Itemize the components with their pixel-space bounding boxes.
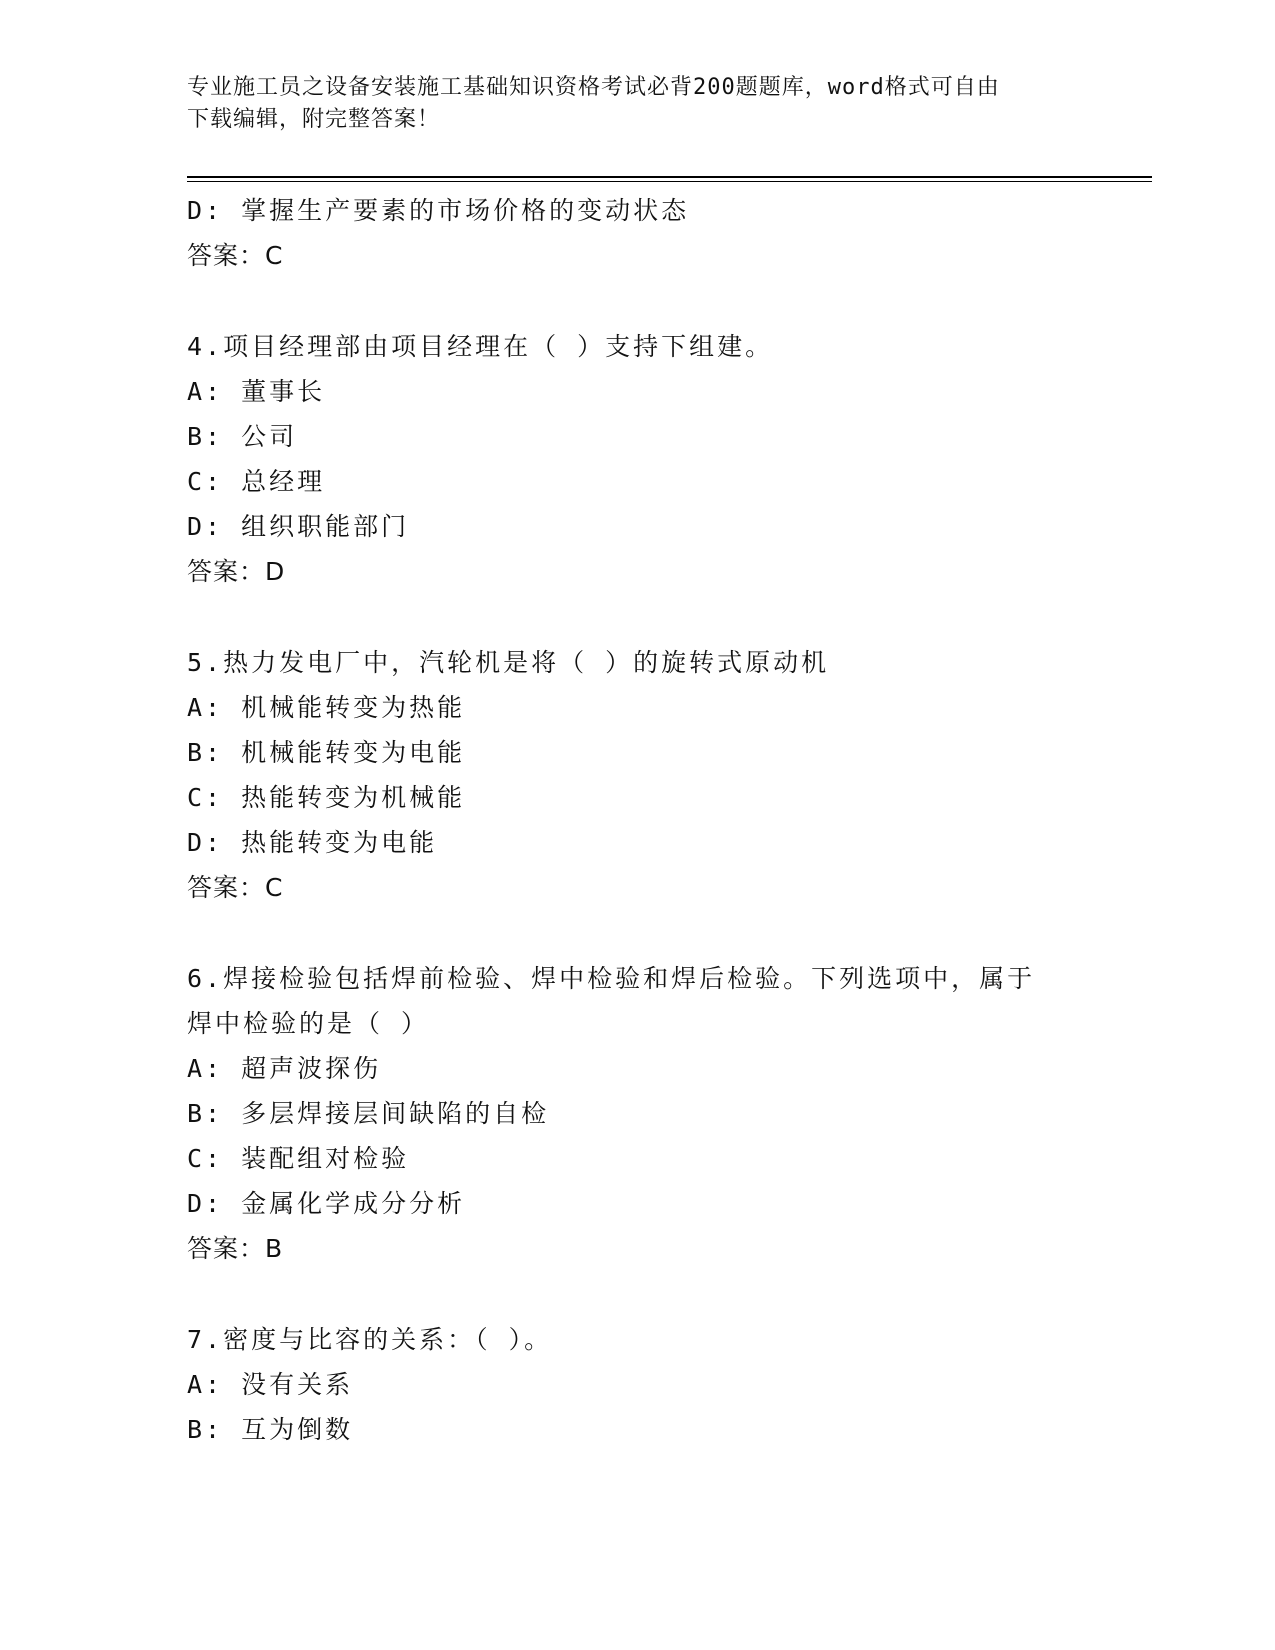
question-5-answer: 答案：C: [187, 873, 284, 902]
question-5-option-a: A: 机械能转变为热能: [187, 693, 466, 722]
header-divider-thick: [187, 176, 1152, 178]
question-4-option-a: A: 董事长: [187, 377, 326, 406]
question-6-option-d: D: 金属化学成分分析: [187, 1189, 466, 1218]
question-5: [187, 640, 1087, 910]
question-4-option-b: B: 公司: [187, 422, 298, 451]
question-6-option-b: B: 多层焊接层间缺陷的自检: [187, 1099, 550, 1128]
document-header: [187, 72, 1067, 136]
question-spacer: [187, 594, 1087, 640]
question-5-option-c: C: 热能转变为机械能: [187, 783, 466, 812]
question-5-text: 5.热力发电厂中，汽轮机是将（ ）的旋转式原动机: [187, 648, 830, 677]
question-spacer: [187, 1271, 1087, 1317]
question-7-option-b: B: 互为倒数: [187, 1415, 354, 1444]
question-7-option-a: A: 没有关系: [187, 1370, 354, 1399]
question-6-option-c: C: 装配组对检验: [187, 1144, 410, 1173]
question-6-option-a: A: 超声波探伤: [187, 1054, 382, 1083]
question-spacer: [187, 278, 1087, 324]
question-3-option-d: D: 掌握生产要素的市场价格的变动状态: [187, 196, 690, 225]
question-3-tail: [187, 188, 1087, 278]
question-4: [187, 324, 1087, 594]
question-5-option-d: D: 热能转变为电能: [187, 828, 438, 857]
question-4-answer: 答案：D: [187, 557, 286, 586]
question-7: [187, 1317, 1087, 1452]
question-6-answer: 答案：B: [187, 1234, 284, 1263]
question-6: [187, 956, 1087, 1271]
question-4-option-c: C: 总经理: [187, 467, 326, 496]
question-7-text: 7.密度与比容的关系：（ ）。: [187, 1325, 553, 1354]
question-6-text-line-1: 6.焊接检验包括焊前检验、焊中检验和焊后检验。下列选项中，属于: [187, 964, 1036, 993]
header-title-line-1: 专业施工员之设备安装施工基础知识资格考试必背200题题库，word格式可自由: [187, 75, 1000, 100]
header-divider-thin: [187, 181, 1152, 182]
question-4-text: 4.项目经理部由项目经理在（ ）支持下组建。: [187, 332, 774, 361]
question-spacer: [187, 910, 1087, 956]
question-3-answer: 答案：C: [187, 241, 284, 270]
question-6-text-line-2: 焊中检验的是（ ）: [187, 1009, 430, 1038]
header-title-line-2: 下载编辑，附完整答案！: [187, 107, 441, 132]
question-4-option-d: D: 组织职能部门: [187, 512, 410, 541]
question-list: [187, 188, 1087, 1452]
question-5-option-b: B: 机械能转变为电能: [187, 738, 466, 767]
